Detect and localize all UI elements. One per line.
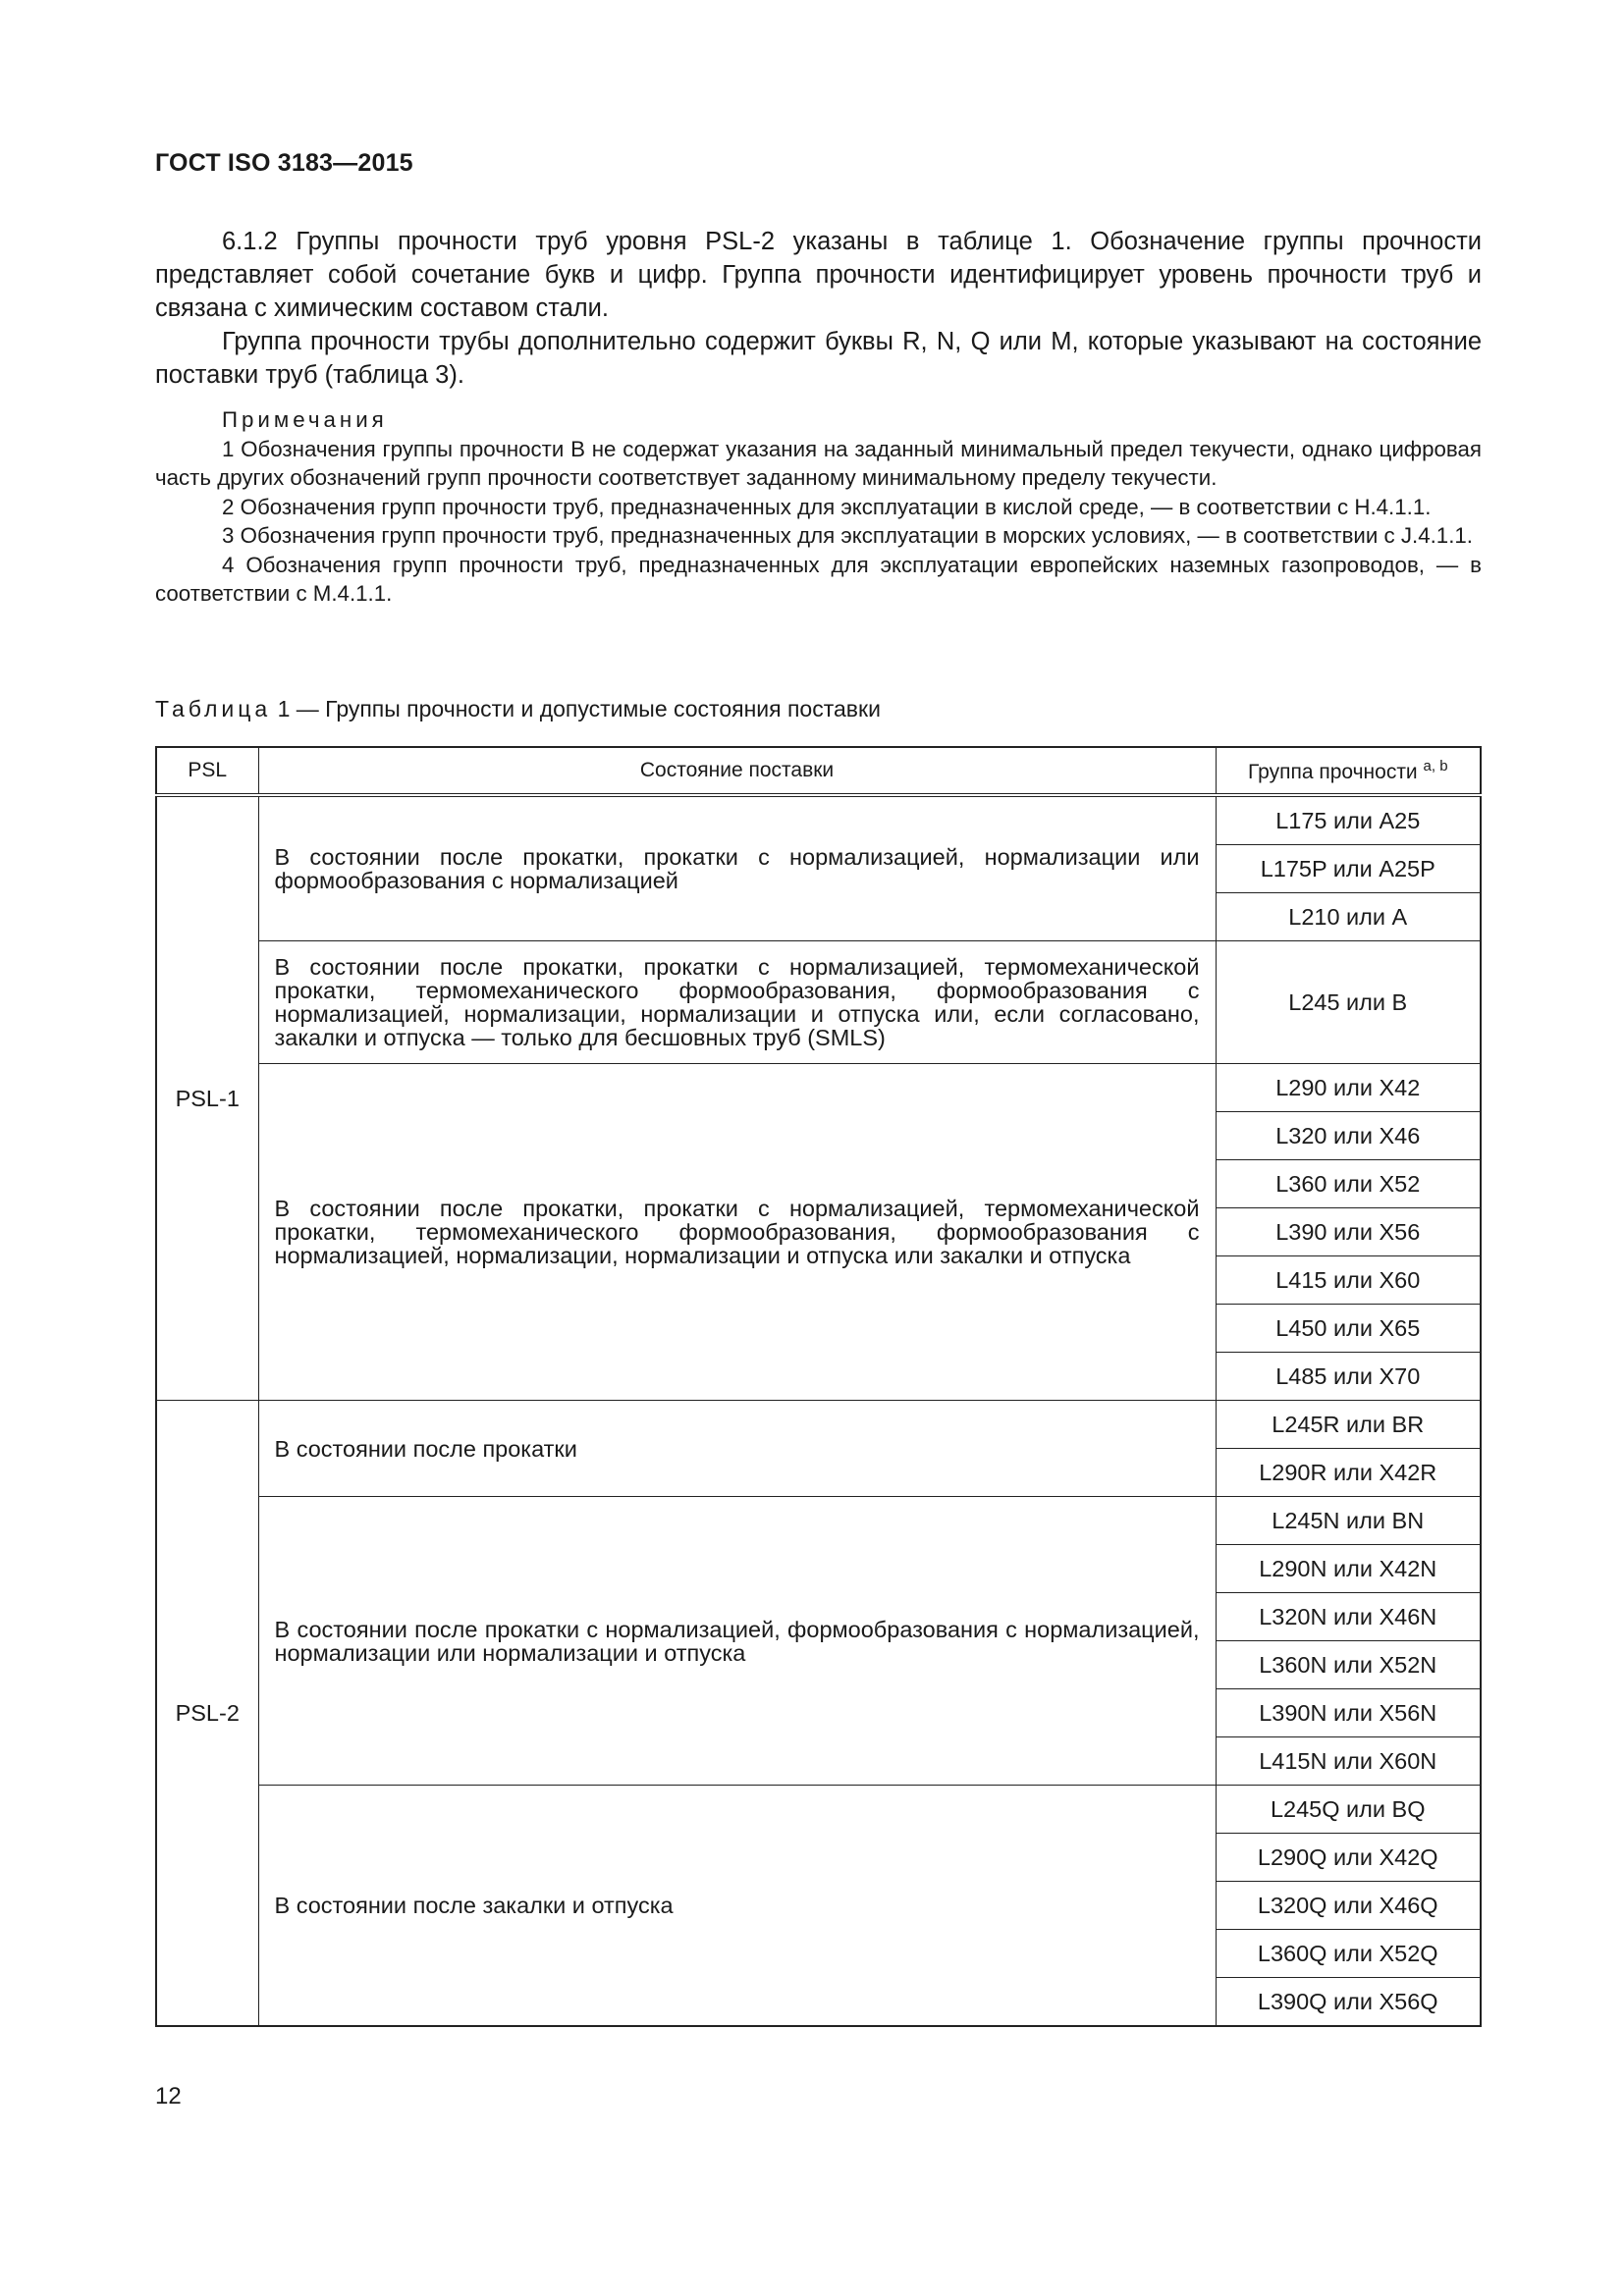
- body-text: [155, 225, 1482, 392]
- grade-cell: L245R или BR: [1216, 1401, 1481, 1449]
- note-2: 2 Обозначения групп прочности труб, предназначенных для эксплуатации в кислой среде, — в соответствии с H.4.1.1.: [222, 494, 1432, 519]
- grade-cell: L290R или X42R: [1216, 1449, 1481, 1497]
- notes-block: [155, 405, 1482, 609]
- grade-cell: L210 или A: [1216, 893, 1481, 941]
- grade-cell: L290N или X42N: [1216, 1545, 1481, 1593]
- header-grade-footnote: a, b: [1423, 757, 1448, 774]
- condition-cell: В состоянии после закалки и отпуска: [258, 1786, 1216, 2027]
- table-header-row: [156, 747, 1481, 795]
- table-row: [156, 1064, 1481, 1112]
- grade-cell: L415N или X60N: [1216, 1737, 1481, 1786]
- condition-cell: В состоянии после прокатки, прокатки с нормализацией, термомеханической прокатки, термомеханического формообразования, формообразования с нормализацией, нормализации, нормализации и отпуска или, если согласовано, закалки и отпуска — только для бесшовных труб (SMLS): [258, 941, 1216, 1064]
- table-row: [156, 941, 1481, 1064]
- grade-cell: L290 или X42: [1216, 1064, 1481, 1112]
- header-psl: PSL: [156, 747, 258, 795]
- grade-cell: L450 или X65: [1216, 1305, 1481, 1353]
- grade-cell: L320N или X46N: [1216, 1593, 1481, 1641]
- paragraph-grade-letters: Группа прочности трубы дополнительно содержит буквы R, N, Q или M, которые указывают на состояние поставки труб (таблица 3).: [155, 328, 1482, 389]
- table-row: [156, 1401, 1481, 1449]
- grade-cell: L175P или A25P: [1216, 845, 1481, 893]
- psl2-label: PSL-2: [156, 1401, 258, 2027]
- grade-cell: L390 или X56: [1216, 1208, 1481, 1256]
- condition-cell: В состоянии после прокатки, прокатки с нормализацией, термомеханической прокатки, термомеханического формообразования, формообразования с нормализацией, нормализации, нормализации и отпуска или закалки и отпуска: [258, 1064, 1216, 1401]
- document-code-header: ГОСТ ISO 3183—2015: [155, 149, 413, 177]
- note-4: 4 Обозначения групп прочности труб, предназначенных для эксплуатации европейских наземных газопроводов, — в соответствии с M.4.1.1.: [155, 552, 1482, 606]
- grade-cell: L360Q или X52Q: [1216, 1930, 1481, 1978]
- paragraph-6-1-2: 6.1.2 Группы прочности труб уровня PSL-2 указаны в таблице 1. Обозначение группы прочности представляет собой сочетание букв и цифр. Группа прочности идентифицирует уровень прочности труб и связана с химическим составом стали.: [155, 228, 1482, 322]
- header-grade: [1216, 747, 1481, 795]
- table-caption: [155, 696, 881, 722]
- condition-cell: В состоянии после прокатки, прокатки с нормализацией, нормализации или формообразования с нормализацией: [258, 795, 1216, 941]
- table-row: [156, 795, 1481, 845]
- grade-cell: L415 или X60: [1216, 1256, 1481, 1305]
- condition-cell: В состоянии после прокатки с нормализацией, формообразования с нормализацией, нормализации или нормализации и отпуска: [258, 1497, 1216, 1786]
- condition-cell: В состоянии после прокатки: [258, 1401, 1216, 1497]
- grade-cell: L390N или X56N: [1216, 1689, 1481, 1737]
- table-caption-prefix: Таблица: [155, 696, 272, 721]
- grade-cell: L290Q или X42Q: [1216, 1834, 1481, 1882]
- page-number: 12: [155, 2083, 182, 2109]
- grade-cell: L245Q или BQ: [1216, 1786, 1481, 1834]
- psl1-label: PSL-1: [156, 795, 258, 1401]
- table-row: [156, 1497, 1481, 1545]
- grade-cell: L320 или X46: [1216, 1112, 1481, 1160]
- grade-cell: L245N или BN: [1216, 1497, 1481, 1545]
- strength-groups-table: [155, 746, 1482, 2027]
- grade-cell: L360N или X52N: [1216, 1641, 1481, 1689]
- grade-cell: L390Q или X56Q: [1216, 1978, 1481, 2027]
- table-row: [156, 1786, 1481, 1834]
- notes-heading: Примечания: [222, 407, 388, 432]
- header-grade-label: Группа прочности: [1247, 760, 1418, 783]
- header-condition: Состояние поставки: [258, 747, 1216, 795]
- note-1: 1 Обозначения группы прочности B не содержат указания на заданный минимальный предел текучести, однако цифровая часть других обозначений групп прочности соответствует заданному минимальному пределу текучести.: [155, 436, 1482, 490]
- table-caption-title: 1 — Группы прочности и допустимые состояния поставки: [277, 696, 881, 721]
- grade-cell: L320Q или X46Q: [1216, 1882, 1481, 1930]
- grade-cell: L175 или A25: [1216, 795, 1481, 845]
- grade-cell: L485 или X70: [1216, 1353, 1481, 1401]
- grade-cell: L360 или X52: [1216, 1160, 1481, 1208]
- grade-cell: L245 или B: [1216, 941, 1481, 1064]
- note-3: 3 Обозначения групп прочности труб, предназначенных для эксплуатации в морских условиях, — в соответствии с J.4.1.1.: [222, 523, 1473, 548]
